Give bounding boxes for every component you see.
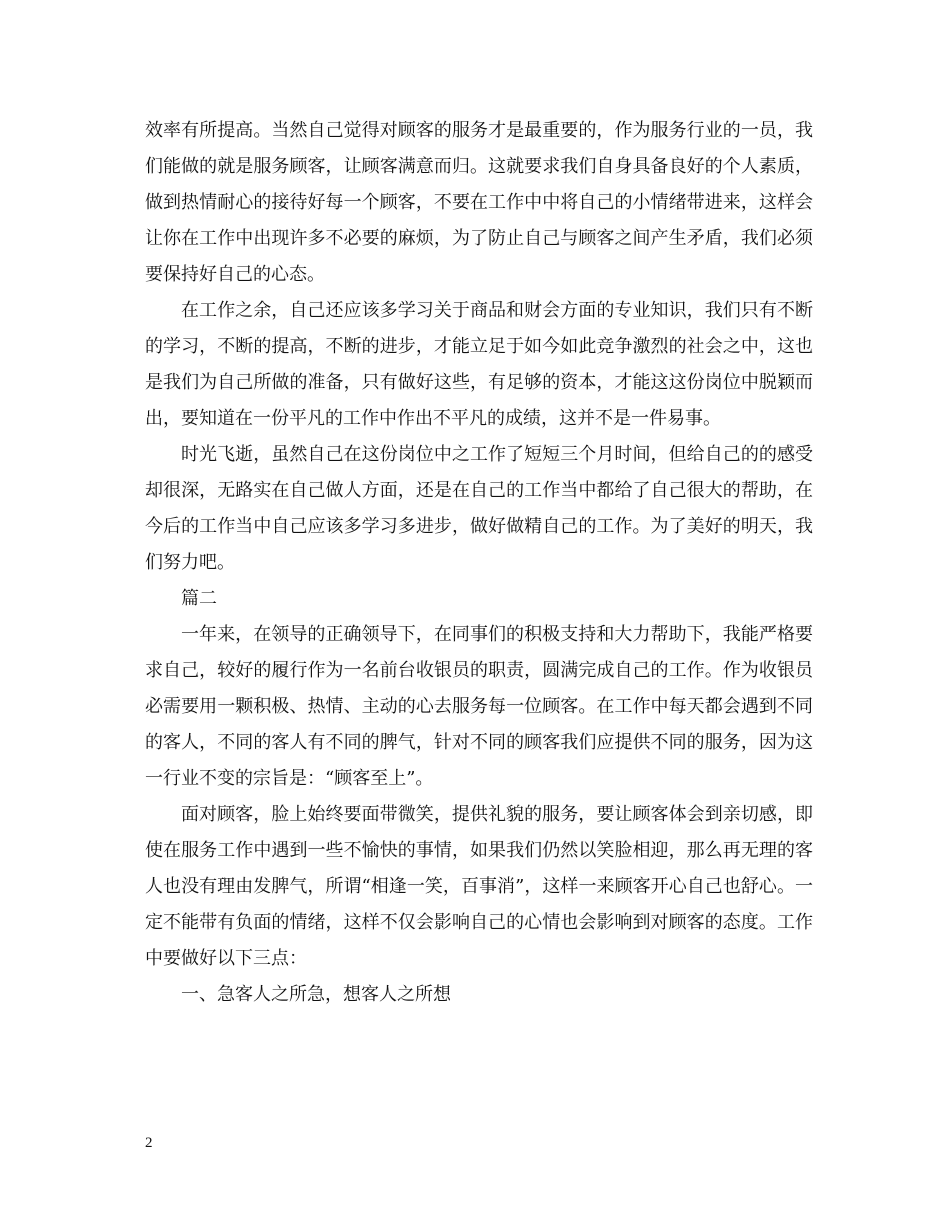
- paragraph-1: 效率有所提高。当然自己觉得对顾客的服务才是最重要的，作为服务行业的一员，我们能做的就是服务顾客，让顾客满意而归。这就要求我们自身具备良好的个人素质，做到热情耐心的接待好每一个顾客，不要在工作中中将自己的小情绪带进来，这样会让你在工作中出现许多不必要的麻烦，为了防止自己与顾客之间产生矛盾，我们必须要保持好自己的心态。: [145, 120, 813, 285]
- section-heading-part-two: 篇二: [181, 588, 217, 609]
- paragraph-4: 一年来，在领导的正确领导下，在同事们的积极支持和大力帮助下，我能严格要求自己，较好的履行作为一名前台收银员的职责，圆满完成自己的工作。作为收银员必需要用一颗积极、热情、主动的心去服务每一位顾客。在工作中每天都会遇到不同的客人，不同的客人有不同的脾气，针对不同的顾客我们应提供不同的服务，因为这一行业不变的宗旨是：“顾客至上”。: [145, 624, 813, 789]
- document-body: [145, 113, 813, 1013]
- page-number: 2: [145, 1135, 153, 1151]
- list-item-1: 一、急客人之所急，想客人之所想: [181, 984, 451, 1005]
- paragraph-5: 面对顾客，脸上始终要面带微笑，提供礼貌的服务，要让顾客体会到亲切感，即使在服务工作中遇到一些不愉快的事情，如果我们仍然以笑脸相迎，那么再无理的客人也没有理由发脾气，所谓“相逢一笑，百事消”，这样一来顾客开心自己也舒心。一定不能带有负面的情绪，这样不仅会影响自己的心情也会影响到对顾客的态度。工作中要做好以下三点：: [145, 804, 813, 969]
- paragraph-3: 时光飞逝，虽然自己在这份岗位中之工作了短短三个月时间，但给自己的的感受却很深，无路实在自己做人方面，还是在自己的工作当中都给了自己很大的帮助，在今后的工作当中自己应该多学习多进步，做好做精自己的工作。为了美好的明天，我们努力吧。: [145, 444, 813, 573]
- paragraph-2: 在工作之余，自己还应该多学习关于商品和财会方面的专业知识，我们只有不断的学习，不断的提高，不断的进步，才能立足于如今如此竞争激烈的社会之中，这也是我们为自己所做的准备，只有做好这些，有足够的资本，才能这这份岗位中脱颖而出，要知道在一份平凡的工作中作出不平凡的成绩，这并不是一件易事。: [145, 300, 813, 429]
